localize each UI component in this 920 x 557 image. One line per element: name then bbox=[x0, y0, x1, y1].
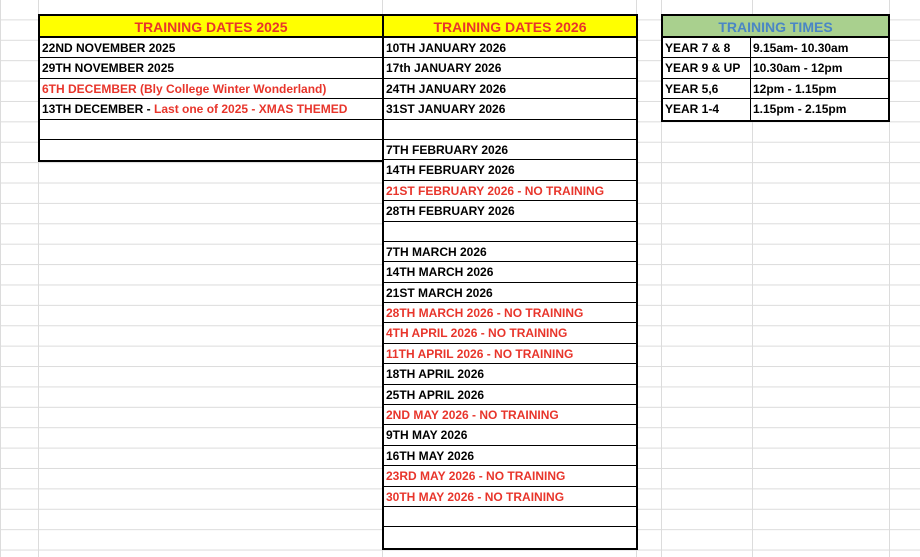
cell-text: 23RD MAY 2026 - NO TRAINING bbox=[386, 469, 566, 484]
cell-text: 18TH APRIL 2026 bbox=[386, 367, 485, 382]
training-dates-2026-header[interactable]: TRAINING DATES 2026 bbox=[384, 16, 636, 38]
cell-text: 24TH JANUARY 2026 bbox=[386, 81, 507, 96]
table-row[interactable] bbox=[384, 58, 636, 78]
cell-text: 13TH DECEMBER - bbox=[42, 102, 155, 117]
time-cell[interactable]: 9.15am- 10.30am bbox=[753, 41, 849, 55]
cell-text: 22ND NOVEMBER 2025 bbox=[42, 41, 176, 55]
table-row[interactable] bbox=[384, 323, 636, 343]
table-row[interactable] bbox=[384, 527, 636, 547]
year-group-cell[interactable]: YEAR 9 & UP bbox=[663, 58, 751, 77]
cell-text: 28TH MARCH 2026 - NO TRAINING bbox=[386, 306, 584, 321]
cell-text: 29TH NOVEMBER 2025 bbox=[42, 61, 175, 76]
cell-text: 21ST MARCH 2026 bbox=[386, 285, 493, 300]
table-row[interactable] bbox=[384, 160, 636, 180]
table-row[interactable] bbox=[663, 58, 888, 78]
table-row[interactable] bbox=[40, 58, 382, 78]
table-row[interactable] bbox=[384, 283, 636, 303]
cell-note-text: Last one of 2025 - XMAS THEMED bbox=[154, 102, 348, 117]
year-group-cell[interactable]: YEAR 1-4 bbox=[663, 99, 751, 119]
cell-text: 21ST FEBRUARY 2026 - NO TRAINING bbox=[386, 183, 605, 198]
year-group-cell[interactable]: YEAR 7 & 8 bbox=[663, 38, 751, 57]
training-dates-2026-table bbox=[382, 14, 638, 550]
table-row[interactable] bbox=[384, 222, 636, 242]
cell-text: 14TH MARCH 2026 bbox=[386, 265, 494, 280]
table-row[interactable] bbox=[384, 201, 636, 221]
table-row[interactable] bbox=[40, 99, 382, 119]
cell-text: 4TH APRIL 2026 - NO TRAINING bbox=[386, 326, 568, 341]
cell-text: 11TH APRIL 2026 - NO TRAINING bbox=[386, 346, 574, 361]
table-row[interactable] bbox=[40, 38, 382, 58]
table-row[interactable] bbox=[40, 120, 382, 140]
table-row[interactable] bbox=[384, 446, 636, 466]
table-row[interactable] bbox=[384, 140, 636, 160]
cell-text: 2ND MAY 2026 - NO TRAINING bbox=[386, 408, 559, 423]
cell-text: 17th JANUARY 2026 bbox=[386, 61, 502, 76]
table-row[interactable] bbox=[663, 38, 888, 58]
table-row[interactable] bbox=[384, 385, 636, 405]
table-row[interactable] bbox=[384, 99, 636, 119]
table-row[interactable] bbox=[384, 405, 636, 425]
cell-text: 16TH MAY 2026 bbox=[386, 448, 475, 463]
table-row[interactable] bbox=[384, 303, 636, 323]
training-times-header[interactable]: TRAINING TIMES bbox=[663, 16, 888, 38]
table-row[interactable] bbox=[384, 425, 636, 445]
table-row[interactable] bbox=[384, 466, 636, 486]
cell-text: 14TH FEBRUARY 2026 bbox=[386, 163, 515, 178]
cell-text: 9TH MAY 2026 bbox=[386, 428, 468, 443]
table-row[interactable] bbox=[663, 99, 888, 119]
time-cell[interactable]: 10.30am - 12pm bbox=[753, 61, 843, 76]
table-row[interactable] bbox=[384, 507, 636, 527]
table-row[interactable] bbox=[384, 120, 636, 140]
time-cell[interactable]: 1.15pm - 2.15pm bbox=[753, 102, 847, 117]
cell-text: 30TH MAY 2026 - NO TRAINING bbox=[386, 489, 565, 504]
table-row[interactable] bbox=[384, 38, 636, 58]
cell-text: 7TH FEBRUARY 2026 bbox=[386, 142, 509, 157]
cell-text: 31ST JANUARY 2026 bbox=[386, 102, 506, 117]
training-dates-2025-table bbox=[38, 14, 384, 162]
table-row[interactable] bbox=[40, 140, 382, 160]
training-dates-2025-header[interactable]: TRAINING DATES 2025 bbox=[40, 16, 382, 38]
table-row[interactable] bbox=[40, 79, 382, 99]
table-row[interactable] bbox=[384, 181, 636, 201]
table-row[interactable] bbox=[384, 262, 636, 282]
cell-text: 25TH APRIL 2026 bbox=[386, 387, 485, 402]
table-row[interactable] bbox=[384, 487, 636, 507]
time-cell[interactable]: 12pm - 1.15pm bbox=[753, 81, 837, 96]
table-row[interactable] bbox=[384, 242, 636, 262]
cell-text: 7TH MARCH 2026 bbox=[386, 244, 487, 259]
table-row[interactable] bbox=[384, 364, 636, 384]
cell-text: 6TH DECEMBER (Bly College Winter Wonderland) bbox=[42, 81, 327, 96]
year-group-cell[interactable]: YEAR 5,6 bbox=[663, 79, 751, 98]
table-row[interactable] bbox=[384, 79, 636, 99]
table-row[interactable] bbox=[663, 79, 888, 99]
cell-text: 28TH FEBRUARY 2026 bbox=[386, 204, 515, 219]
training-times-table bbox=[661, 14, 890, 122]
cell-text: 10TH JANUARY 2026 bbox=[386, 41, 507, 55]
table-row[interactable] bbox=[384, 344, 636, 364]
